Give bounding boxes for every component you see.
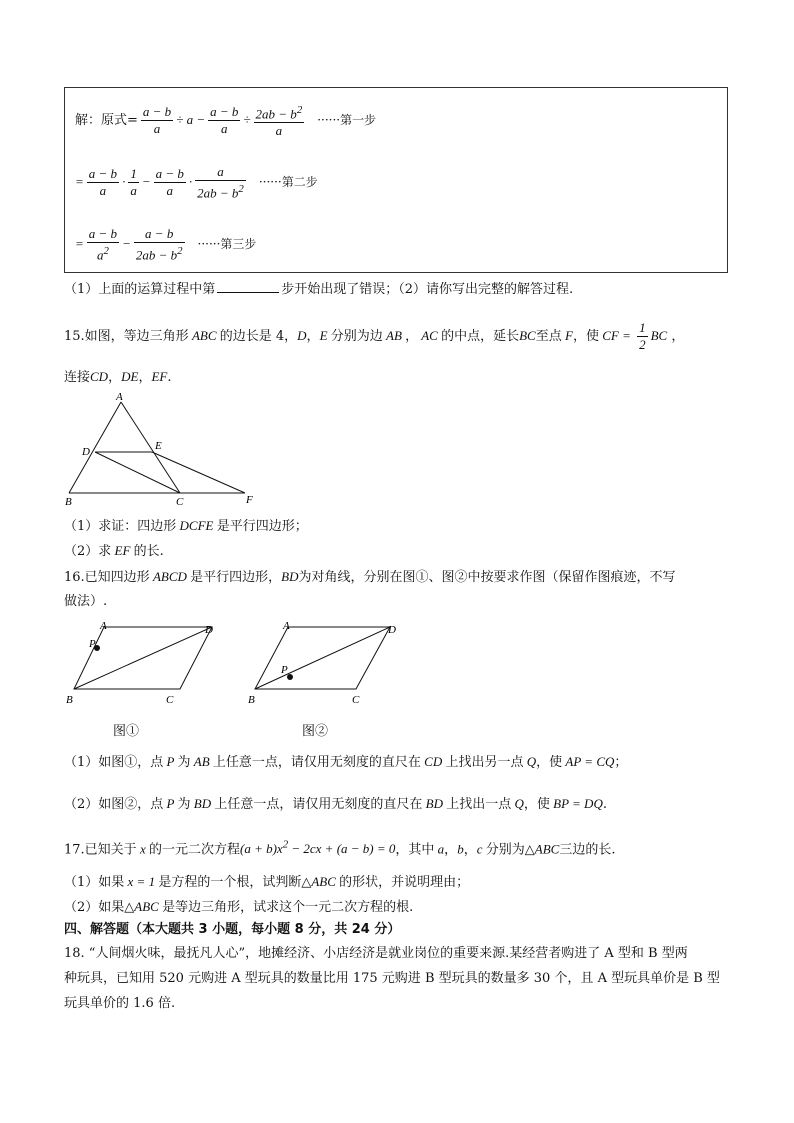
q15-sub2-end: 的长. (133, 544, 164, 559)
q16-sub1-a: （1）如图①，点 (64, 755, 164, 770)
q16-text-line-2 (64, 593, 107, 611)
q15-text-line-1: 15.如图，等边三角形 ABC 的边长是 4，D，E 分别为边 AB ， AC 的中点，延长BC至点 F，使 CF = $\frac{1}{2}$ BC ， (64, 320, 685, 352)
q17-text-b: 的一元二次方程 (148, 842, 240, 858)
q17-text-c: ，其中 (395, 842, 435, 858)
q15-text-d: 的中点，延长 (441, 329, 520, 344)
q15-text-e: 至点 (535, 329, 562, 344)
q15-text-f: ，使 (572, 329, 599, 344)
q14-text-after: 步开始出现了错误；（2）请你写出完整的解答过程. (281, 282, 574, 297)
svg-text:C: C (352, 694, 360, 706)
diagonal-bd-1 (74, 627, 212, 689)
svg-text:P: P (281, 664, 288, 676)
q15-text-line-2: 连接CD，DE，EF. (64, 369, 172, 385)
q14-text-before: （1）上面的运算过程中第 (64, 282, 216, 297)
q17-sub-1: （1）如果 x = 1 是方程的一个根，试判断△ABC 的形状，并说明理由； (64, 874, 470, 890)
q16-sub1-e: ，使 (536, 755, 563, 770)
q18-line-2: 种玩具，已知用 520 元购进 A 型玩具的数量比用 175 元购进 B 型玩具的数量多 30 个，且 A 型玩具单价是 B 型 (64, 971, 720, 986)
svg-text:A: A (283, 620, 290, 632)
q15-connect-text: 连接 (64, 370, 91, 385)
q15-text-a: 15.如图，等边三角形 (64, 329, 189, 344)
q16-sub-2: （2）如图②，点 P 为 BD 上任意一点，请仅用无刻度的直尺在 BD 上找出一点 Q，使 BP = DQ. (64, 796, 607, 812)
q16-figure-2 (240, 615, 410, 715)
q15-sub2-text: （2）求 (64, 544, 112, 559)
q16-text-c: 为对角线，分别在图①、图②中按要求作图（保留作图痕迹，不写 (298, 570, 676, 585)
q15-sub1-text: （1）求证：四边形 (64, 519, 177, 534)
solution-line-2: = $\frac{a - b}{a}$ · $\frac{1}{a}$ − $\frac{a - b}{a}$ · $\frac{a}{2ab - b^2}$ ······第二步 (75, 164, 318, 201)
q16-sub2-c: 上任意一点，请仅用无刻度的直尺在 (214, 797, 423, 812)
step-2-label: ······第二步 (258, 175, 318, 190)
solution-prefix: 解：原式= (75, 113, 138, 129)
q18-line-3: 玩具单价的 1.6 倍. (64, 996, 176, 1011)
q18-line-1: 18. “人间烟火味，最抚凡人心”，地摊经济、小店经济是就业岗位的重要来源.某经营者购进了 A 型和 B 型两 (64, 946, 688, 961)
q17-text-a: 17.已知关于 (64, 842, 137, 858)
segment-ab (69, 402, 121, 493)
q14-subquestion (64, 280, 573, 299)
svg-text:C: C (166, 694, 174, 706)
q16-sub2-d: 上找出一点 (446, 797, 512, 812)
q15-text-b: 的边长是 4， (219, 329, 298, 344)
q15-sub-1: （1）求证：四边形 DCFE 是平行四边形； (64, 518, 308, 534)
q16-sub2-a: （2）如图②，点 (64, 797, 164, 812)
solution-line-3: = $\frac{a - b}{a^2}$ − $\frac{a - b}{2ab - b^2}$ ······第三步 (75, 226, 257, 263)
solution-box (64, 87, 728, 273)
q16-sub2-e: ，使 (523, 797, 550, 812)
step-1-label: ······第一步 (317, 113, 377, 128)
q16-text-d: 做法）. (64, 594, 108, 609)
q16-sub1-b: 为 (177, 755, 191, 770)
segment-ef (152, 452, 245, 493)
section-4-heading: 四、解答题（本大题共 3 小题，每小题 8 分，共 24 分） (64, 922, 401, 937)
q17-text-d: 分别为 (485, 842, 525, 858)
svg-text:D: D (388, 624, 396, 636)
q17-sub1-c: 的形状，并说明理由； (339, 875, 470, 890)
q16-text-b: 是平行四边形， (190, 570, 282, 585)
q17-sub-2: （2）如果△ABC 是等边三角形，试求这个一元二次方程的根. (64, 899, 414, 915)
q17-text-line-1: 17.已知关于 x 的一元二次方程$(a + b)x^2 - 2cx + (a - b) = 0$，其中 a，b，c 分别为△ABC三边的长. (64, 839, 616, 858)
q17-text-e: 三边的长. (559, 842, 616, 858)
label-f: F (246, 494, 253, 506)
answer-blank[interactable] (217, 280, 279, 293)
q17-sub1-a: （1）如果 (64, 875, 125, 890)
svg-text:A: A (100, 620, 107, 632)
q16-sub2-b: 为 (177, 797, 191, 812)
figure-1-caption: 图① (113, 724, 140, 739)
q16-sub-1: （1）如图①，点 P 为 AB 上任意一点，请仅用无刻度的直尺在 CD 上找出另一点 Q，使 AP = CQ； (64, 754, 628, 770)
q17-sub2-b: 是等边三角形，试求这个一元二次方程的根. (162, 900, 414, 915)
q15-text-c: 分别为边 (330, 329, 383, 344)
solution-line-1: 解：原式= $\frac{a - b}{a}$ ÷ a − $\frac{a - b}{a}$ ÷ $\frac{2ab - b^2}{a}$ ······第一步 (75, 104, 377, 139)
q16-text-a: 16.已知四边形 (64, 570, 150, 585)
figure-2-caption: 图② (302, 724, 329, 739)
diagonal-bd-2 (255, 627, 390, 689)
svg-text:B: B (248, 694, 255, 706)
svg-text:D: D (205, 624, 213, 636)
q17-sub1-b: 是方程的一个根，试判断 (158, 875, 302, 890)
label-b: B (65, 496, 72, 508)
q16-sub1-d: 上找出另一点 (445, 755, 524, 770)
label-d: D (82, 446, 90, 458)
segment-ac (121, 402, 180, 493)
q16-figure-1 (60, 615, 230, 715)
q15-sub-2: （2）求 EF 的长. (64, 543, 164, 559)
step-3-label: ······第三步 (197, 237, 257, 252)
q16-text-line-1: 16.已知四边形 ABCD 是平行四边形，BD为对角线，分别在图①、图②中按要求作图（保留作图痕迹，不写 (64, 569, 676, 585)
q15-sub1-end: 是平行四边形； (216, 519, 308, 534)
label-a: A (116, 391, 123, 403)
svg-text:P: P (89, 638, 96, 650)
point-p-2 (287, 674, 293, 680)
q17-sub2-a: （2）如果 (64, 900, 125, 915)
q15-triangle-figure (60, 390, 270, 510)
q16-sub1-c: 上任意一点，请仅用无刻度的直尺在 (212, 755, 421, 770)
svg-text:B: B (66, 694, 73, 706)
label-c: C (176, 496, 184, 508)
label-e: E (155, 440, 162, 452)
